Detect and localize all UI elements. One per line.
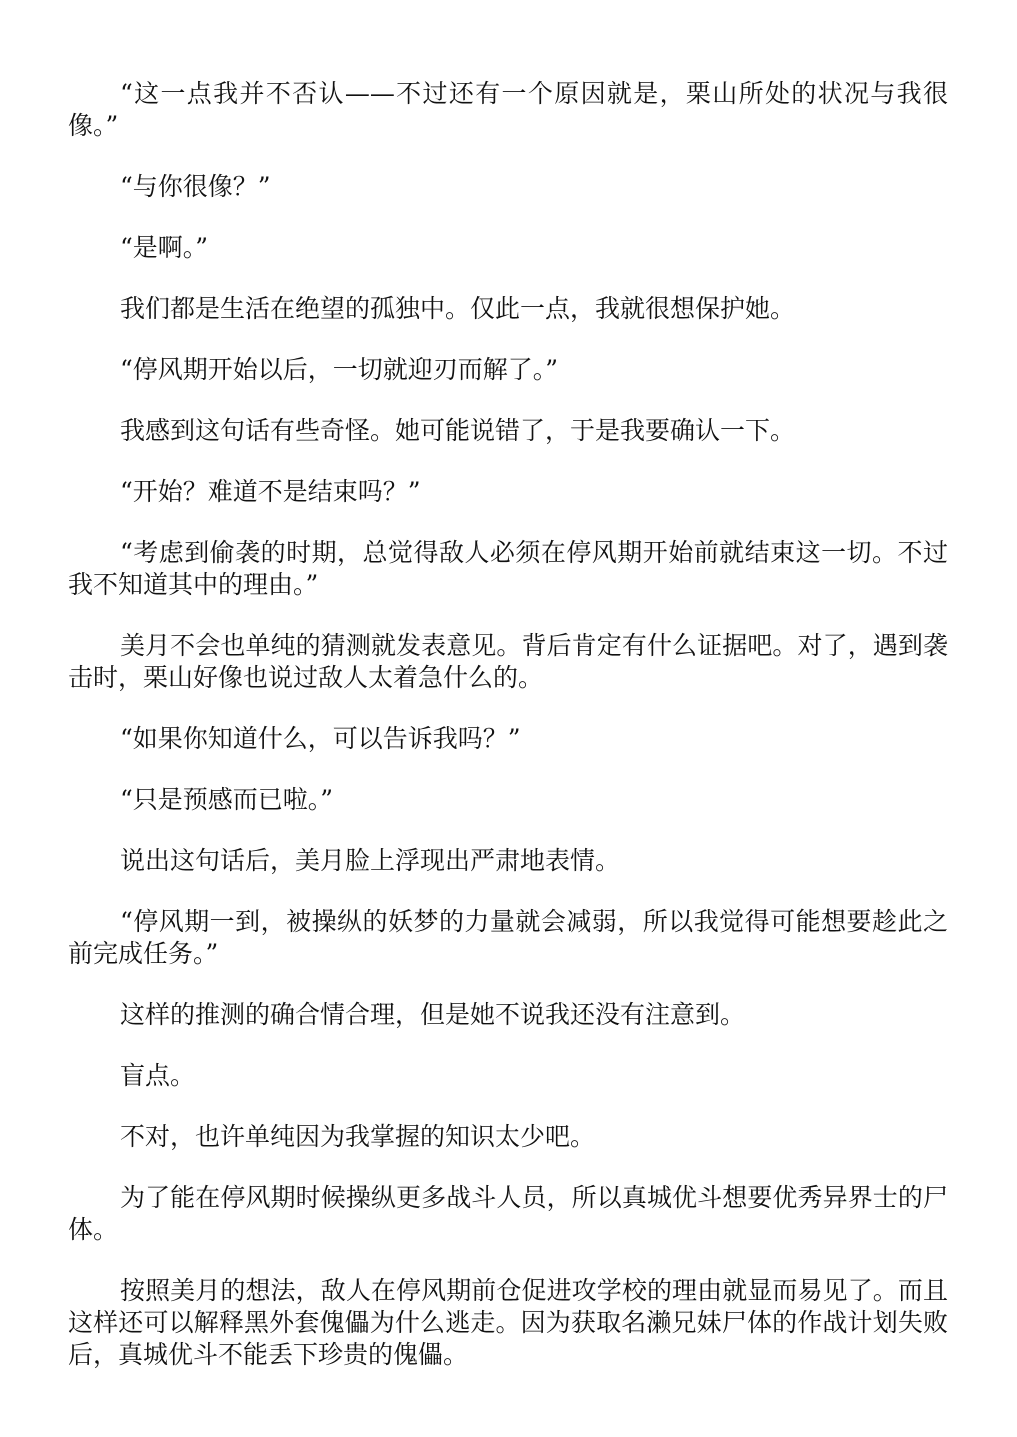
paragraph: 我们都是生活在绝望的孤独中。仅此一点，我就很想保护她。: [120, 294, 796, 323]
paragraph: “是啊。”: [120, 233, 209, 262]
paragraph: “考虑到偷袭的时期，总觉得敌人必须在停风期开始前就结束这一切。不过我不知道其中的理由。”: [68, 538, 948, 599]
paragraph: 按照美月的想法，敌人在停风期前仓促进攻学校的理由就显而易见了。而且这样还可以解释黑外套傀儡为什么逃走。因为获取名濑兄妹尸体的作战计划失败后，真城优斗不能丢下珍贵的傀儡。: [68, 1276, 948, 1369]
paragraph: “只是预感而已啦。”: [120, 785, 334, 814]
paragraph: “停风期开始以后，一切就迎刃而解了。”: [120, 355, 559, 384]
paragraph: 为了能在停风期时候操纵更多战斗人员，所以真城优斗想要优秀异界士的尸体。: [68, 1183, 948, 1244]
paragraph: “停风期一到，被操纵的妖梦的力量就会减弱，所以我觉得可能想要趁此之前完成任务。”: [68, 907, 948, 968]
paragraph: “如果你知道什么，可以告诉我吗？”: [120, 724, 521, 753]
paragraph: 我感到这句话有些奇怪。她可能说错了，于是我要确认一下。: [120, 416, 796, 445]
paragraph: “这一点我并不否认——不过还有一个原因就是，栗山所处的状况与我很像。”: [68, 79, 948, 140]
paragraph: “开始？难道不是结束吗？”: [120, 477, 421, 506]
paragraph: 说出这句话后，美月脸上浮现出严肃地表情。: [120, 846, 621, 875]
paragraph: 盲点。: [120, 1061, 196, 1090]
paragraph: 不对，也许单纯因为我掌握的知识太少吧。: [120, 1122, 596, 1151]
paragraph: 这样的推测的确合情合理，但是她不说我还没有注意到。: [120, 1000, 746, 1029]
paragraph: 美月不会也单纯的猜测就发表意见。背后肯定有什么证据吧。对了，遇到袭击时，栗山好像也说过敌人太着急什么的。: [68, 631, 948, 692]
document-body: [68, 78, 948, 1400]
paragraph: “与你很像？”: [120, 172, 271, 201]
